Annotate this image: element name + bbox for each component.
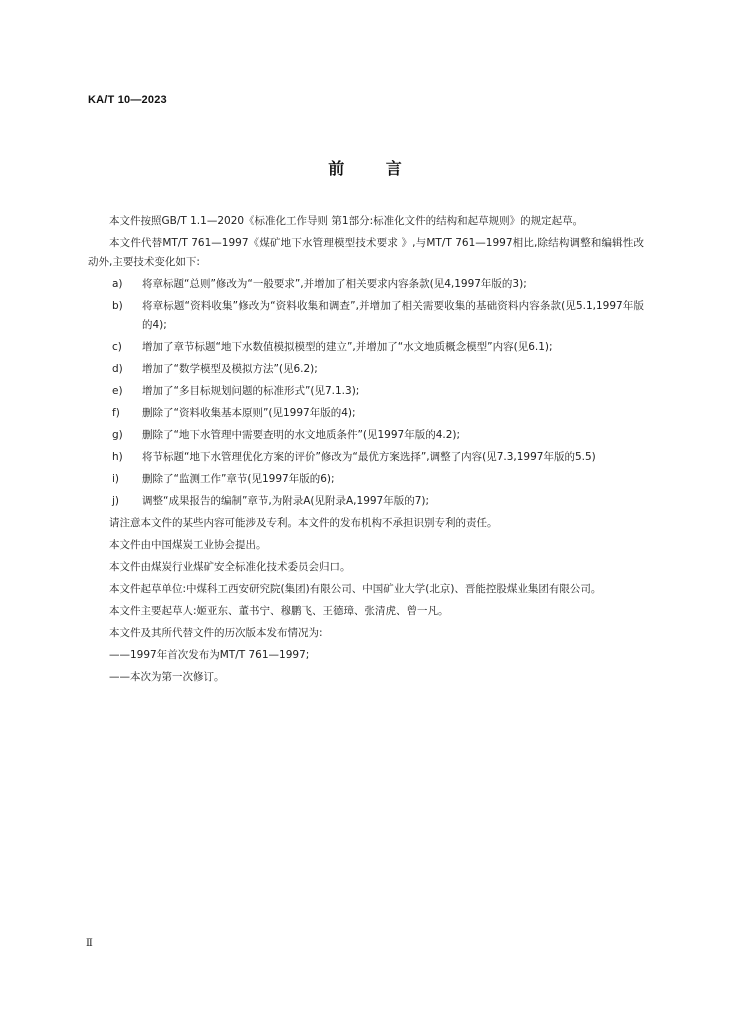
- intro-paragraph: 本文件代替MT/T 761—1997《煤矿地下水管理模型技术要求 》,与MT/T 761—1997相比,除结构调整和编辑性改动外,主要技术变化如下:: [88, 237, 644, 268]
- history-item: ——1997年首次发布为MT/T 761—1997;: [109, 649, 310, 661]
- list-item-text: 增加了“多目标规划问题的标准形式”(见7.1.3);: [142, 385, 360, 397]
- change-list-item: [88, 470, 644, 489]
- committee-paragraph: 本文件由煤炭行业煤矿安全标准化技术委员会归口。: [109, 561, 351, 573]
- document-code-header: KA/T 10—2023: [88, 94, 167, 106]
- drafting-units-paragraph: 本文件起草单位:中煤科工西安研究院(集团)有限公司、中国矿业大学(北京)、晋能控股煤业集团有限公司。: [109, 583, 602, 595]
- list-marker: a): [112, 278, 123, 290]
- list-item-text: 将章标题“资料收集”修改为“资料收集和调查”,并增加了相关需要收集的基础资料内容条款(见5.1,1997年版的4);: [142, 300, 644, 331]
- change-list-item: [88, 338, 644, 357]
- list-marker: d): [112, 363, 123, 375]
- drafters-paragraph: 本文件主要起草人:姬亚东、董书宁、穆鹏飞、王德璋、张清虎、曾一凡。: [109, 605, 449, 617]
- list-item-text: 增加了章节标题“地下水数值模拟模型的建立”,并增加了“水文地质概念模型”内容(见6.1);: [142, 341, 553, 353]
- list-item-text: 增加了“数学模型及模拟方法”(见6.2);: [142, 363, 318, 375]
- history-item: ——本次为第一次修订。: [109, 671, 225, 683]
- page-number: Ⅱ: [86, 938, 93, 949]
- change-list-item: [88, 404, 644, 423]
- change-list-item: [88, 297, 644, 335]
- list-item-text: 将章标题“总则”修改为“一般要求”,并增加了相关要求内容条款(见4,1997年版的3);: [142, 278, 527, 290]
- change-list-item: [88, 426, 644, 445]
- foreword-body: [88, 212, 644, 690]
- change-list-item: [88, 275, 644, 294]
- list-marker: g): [112, 429, 123, 441]
- change-list-item: [88, 448, 644, 467]
- patent-notice-paragraph: 请注意本文件的某些内容可能涉及专利。本文件的发布机构不承担识别专利的责任。: [109, 517, 498, 529]
- list-marker: h): [112, 451, 123, 463]
- list-marker: f): [112, 407, 120, 419]
- proposer-paragraph: 本文件由中国煤炭工业协会提出。: [109, 539, 267, 551]
- list-item-text: 删除了“地下水管理中需要查明的水文地质条件”(见1997年版的4.2);: [142, 429, 461, 441]
- list-marker: c): [112, 341, 122, 353]
- intro-paragraph: 本文件按照GB/T 1.1—2020《标准化工作导则 第1部分:标准化文件的结构和起草规则》的规定起草。: [109, 215, 584, 227]
- list-marker: b): [112, 300, 123, 312]
- list-item-text: 调整“成果报告的编制”章节,为附录A(见附录A,1997年版的7);: [142, 495, 430, 507]
- list-item-text: 删除了“监测工作”章节(见1997年版的6);: [142, 473, 335, 485]
- list-marker: i): [112, 473, 120, 485]
- list-item-text: 删除了“资料收集基本原则”(见1997年版的4);: [142, 407, 356, 419]
- change-list-item: [88, 382, 644, 401]
- page-title: 前 言: [328, 159, 402, 178]
- change-list-item: [88, 360, 644, 379]
- list-item-text: 将节标题“地下水管理优化方案的评价”修改为“最优方案选择”,调整了内容(见7.3,1997年版的5.5): [142, 451, 596, 463]
- list-marker: e): [112, 385, 123, 397]
- list-marker: j): [112, 495, 120, 507]
- history-intro-paragraph: 本文件及其所代替文件的历次版本发布情况为:: [109, 627, 323, 639]
- change-list-item: [88, 492, 644, 511]
